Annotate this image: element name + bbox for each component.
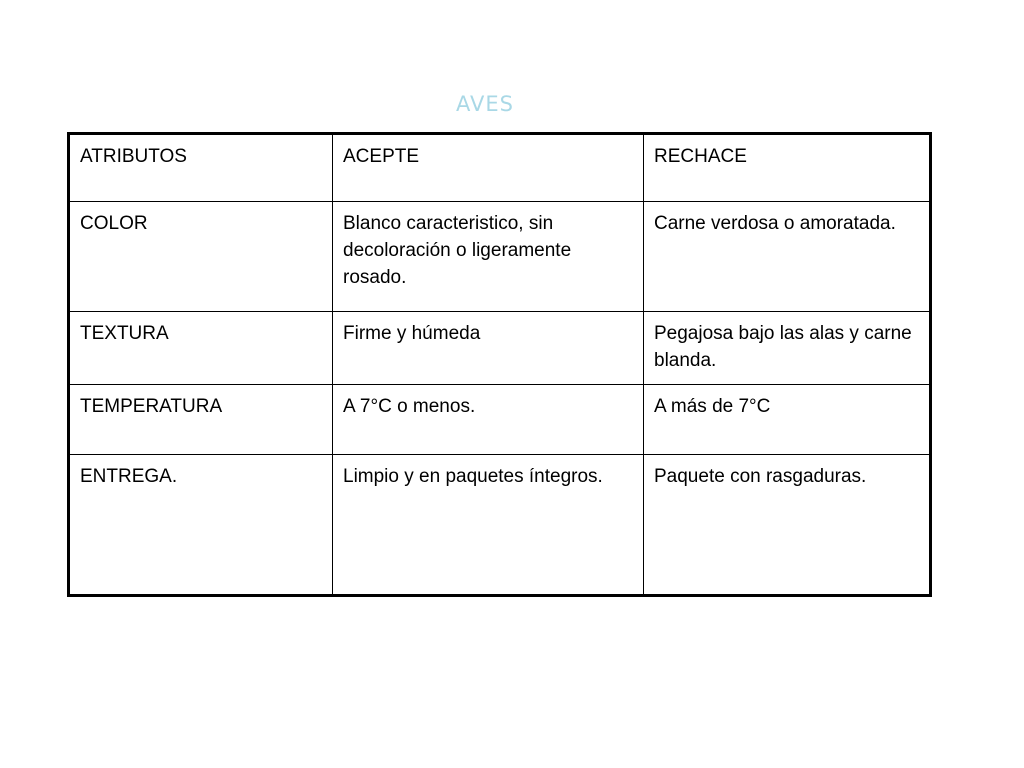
cell-accept: Blanco caracteristico, sin decoloración o ligeramente rosado.	[333, 202, 644, 312]
cell-reject: A más de 7°C	[644, 385, 931, 455]
header-acepte: ACEPTE	[333, 134, 644, 202]
cell-attribute: TEMPERATURA	[69, 385, 333, 455]
cell-attribute: TEXTURA	[69, 312, 333, 385]
table-row-entrega	[69, 455, 931, 596]
slide-title: AVES	[456, 92, 514, 116]
cell-reject: Pegajosa bajo las alas y carne blanda.	[644, 312, 931, 385]
cell-reject: Carne verdosa o amoratada.	[644, 202, 931, 312]
cell-reject: Paquete con rasgaduras.	[644, 455, 931, 596]
attributes-table-container	[67, 132, 932, 597]
cell-attribute: COLOR	[69, 202, 333, 312]
table-row-color	[69, 202, 931, 312]
cell-attribute: ENTREGA.	[69, 455, 333, 596]
attributes-table	[67, 132, 932, 597]
header-atributos: ATRIBUTOS	[69, 134, 333, 202]
cell-accept: A 7°C o menos.	[333, 385, 644, 455]
table-header-row	[69, 134, 931, 202]
table-row-textura	[69, 312, 931, 385]
table-row-temperatura	[69, 385, 931, 455]
header-rechace: RECHACE	[644, 134, 931, 202]
cell-accept: Firme y húmeda	[333, 312, 644, 385]
cell-accept: Limpio y en paquetes íntegros.	[333, 455, 644, 596]
